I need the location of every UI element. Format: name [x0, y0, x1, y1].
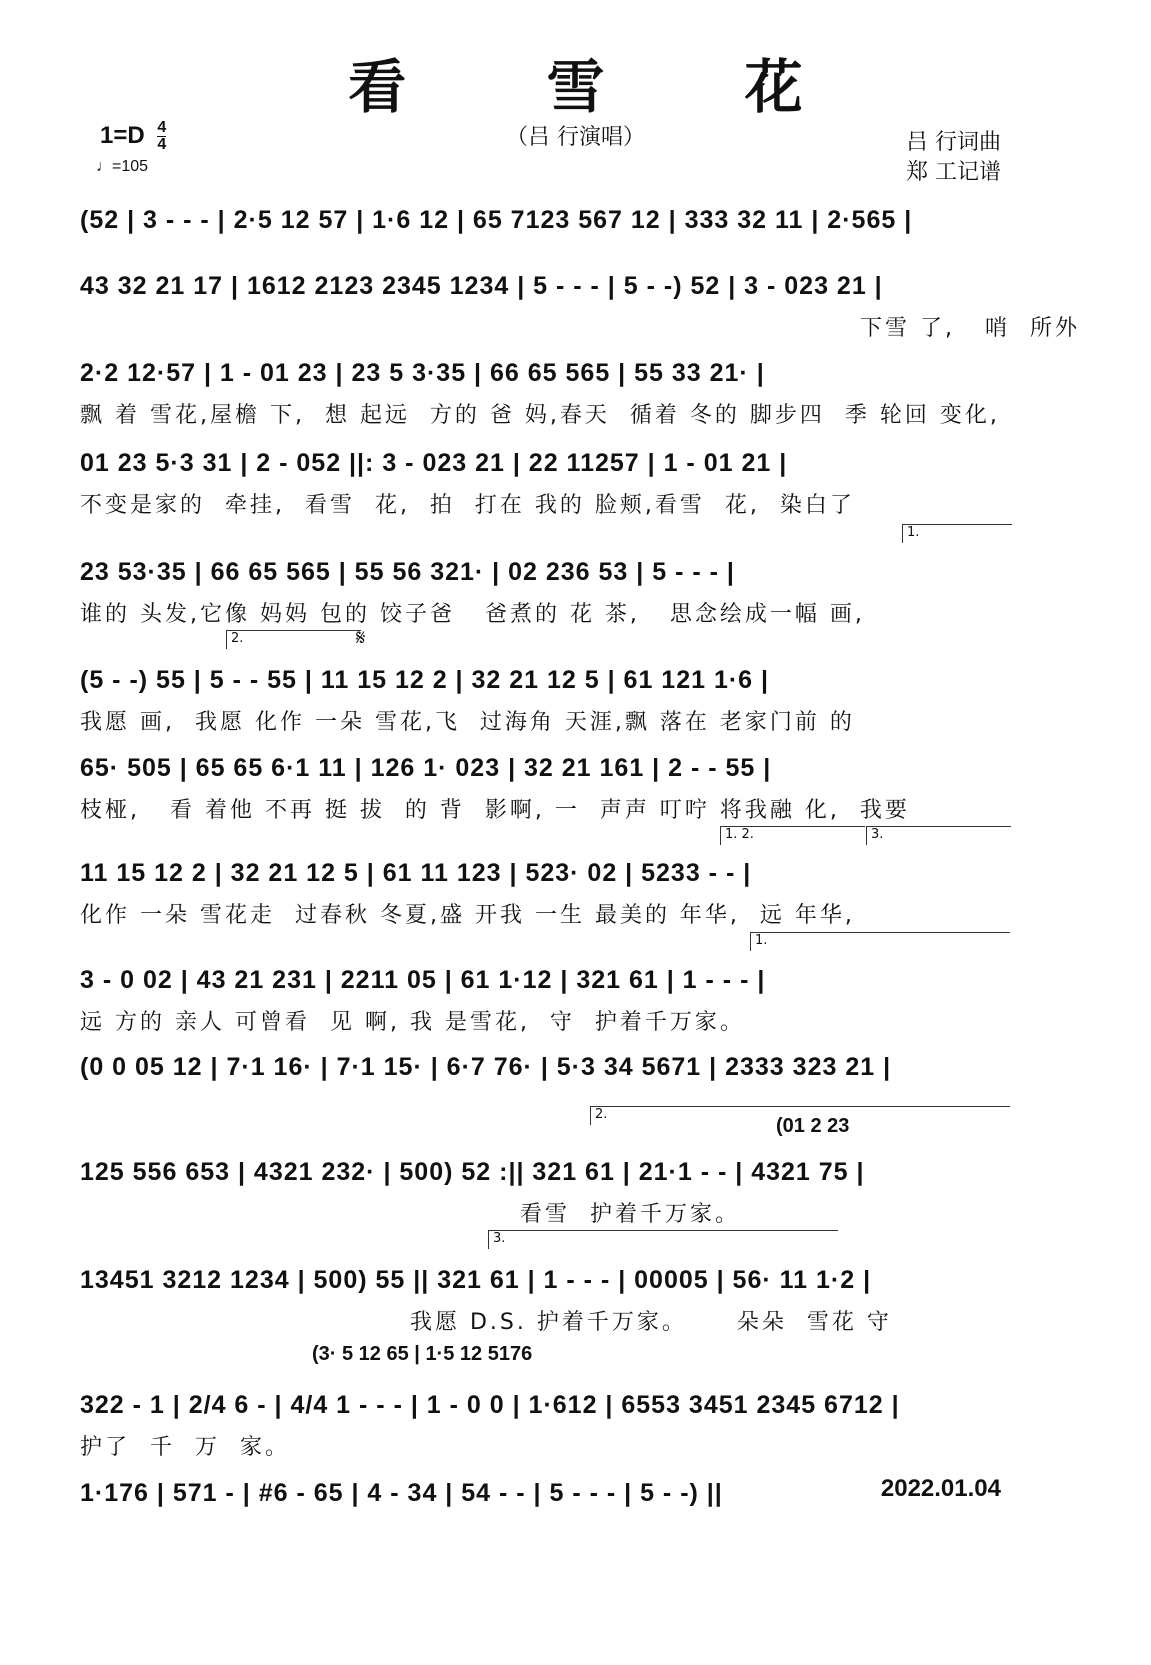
notation-line: 2·2 12·57 | 1 - 01 23 | 23 5 3·35 | 66 65 565 | 55 33 21· |: [80, 358, 765, 387]
notation-line: 23 53·35 | 66 65 565 | 55 56 321· | 02 236 53 | 5 - - - |: [80, 557, 735, 586]
notation-row: [80, 1047, 1080, 1087]
notation-line: 125 556 653 | 4321 232· | 500) 52 :|| 321 61 | 21·1 - - | 4321 75 |: [80, 1157, 865, 1186]
notation-row: [80, 443, 1080, 483]
notation-row: [80, 200, 1080, 240]
volta-3: 3.: [866, 826, 1011, 845]
time-sig-top: 4: [157, 119, 167, 136]
lyric-line: 护了 千 万 家。: [80, 1435, 290, 1460]
notation-line: 11 15 12 2 | 32 21 12 5 | 61 11 123 | 523· 02 | 5233 - - |: [80, 858, 752, 887]
segno-sign: 𝄋: [356, 626, 366, 651]
notation-line: 13451 3212 1234 | 500) 55 || 321 61 | 1 - - - | 00005 | 56· 11 1·2 |: [80, 1265, 872, 1294]
time-sig-bottom: 4: [157, 136, 167, 153]
page-title: 看 雪 花: [348, 53, 863, 121]
notation-line: (0 0 05 12 | 7·1 16· | 7·1 15· | 6·7 76· | 5·3 34 5671 | 2333 323 21 |: [80, 1052, 892, 1081]
notation-line: (52 | 3 - - - | 2·5 12 57 | 1·6 12 | 65 7123 567 12 | 333 32 11 | 2·565 |: [80, 205, 913, 234]
volta-1-2: 1. 2.: [720, 826, 865, 845]
credits: [906, 128, 1001, 188]
notation-line: 322 - 1 | 2/4 6 - | 4/4 1 - - - | 1 - 0 0 | 1·612 | 6553 3451 2345 6712 |: [80, 1390, 900, 1419]
notation-line: 65· 505 | 65 65 6·1 11 | 126 1· 023 | 32 21 161 | 2 - - 55 |: [80, 753, 772, 782]
date: 2022.01.04: [880, 1475, 1001, 1502]
notation-row: [80, 1260, 1080, 1300]
cue-notes-2: (3· 5 12 65 | 1·5 12 5176: [312, 1343, 533, 1365]
volta-2b: 2.: [590, 1106, 1010, 1125]
notation-line: 43 32 21 17 | 1612 2123 2345 1234 | 5 - - - | 5 - -) 52 | 3 - 023 21 |: [80, 271, 883, 300]
notation-line: (5 - -) 55 | 5 - - 55 | 11 15 12 2 | 32 21 12 5 | 61 121 1·6 |: [80, 665, 770, 694]
lyric-line: [80, 1092, 1080, 1122]
transcriber: 郑 工记谱: [906, 160, 1001, 185]
lyric-line: 枝桠, 看 着他 不再 挺 拔 的 背 影啊, 一 声声 叮咛 将我融 化, 我要: [80, 798, 910, 823]
lyric-line: [80, 1518, 1080, 1548]
lyricist-composer: 吕 行词曲: [906, 130, 1001, 155]
notation-row: [80, 853, 1080, 893]
notation-row: [80, 960, 1080, 1000]
notation-row: [80, 660, 1080, 700]
volta-3b: 3.: [488, 1230, 838, 1249]
volta-1: 1.: [902, 524, 1012, 543]
notation-row: [80, 353, 1080, 393]
lyric-line: 我愿 D.S. 护着千万家。 朵朵 雪花 守: [410, 1310, 892, 1335]
notation-row: [80, 1152, 1080, 1192]
volta-1b: 1.: [750, 932, 1010, 951]
lyric-line: 飘 着 雪花,屋檐 下, 想 起远 方的 爸 妈,春天 循着 冬的 脚步四 季 轮回 变化,: [80, 403, 1000, 428]
cue-notes-1: (01 2 23: [776, 1115, 850, 1137]
lyric-line: 看雪 护着千万家。: [520, 1202, 740, 1227]
lyric-line: 远 方的 亲人 可曾看 见 啊, 我 是雪花, 守 护着千万家。: [80, 1010, 745, 1035]
notation-row: [80, 552, 1080, 592]
notation-row: [80, 266, 1080, 306]
lyric-line: 我愿 画, 我愿 化作 一朵 雪花,飞 过海角 天涯,飘 落在 老家门前 的: [80, 710, 855, 735]
key-label: 1=D: [100, 121, 145, 149]
tempo-marking: ♩=105: [96, 158, 149, 175]
notation-line: 01 23 5·3 31 | 2 - 052 ||: 3 - 023 21 | 22 11257 | 1 - 01 21 |: [80, 448, 788, 477]
notation-row: [80, 748, 1080, 788]
notation-row: [80, 1385, 1080, 1425]
lyric-line: 下雪 了, 哨 所外: [860, 316, 1080, 341]
notation-line: 1·176 | 571 - | #6 - 65 | 4 - 34 | 54 - - | 5 - - - | 5 - -) ||: [80, 1478, 723, 1507]
singer-credit: （吕 行演唱）: [506, 125, 645, 150]
notation-line: 3 - 0 02 | 43 21 231 | 2211 05 | 61 1·12 | 321 61 | 1 - - - |: [80, 965, 766, 994]
volta-2: 2.: [226, 630, 361, 649]
lyric-line: 不变是家的 牵挂, 看雪 花, 拍 打在 我的 脸颊,看雪 花, 染白了: [80, 493, 855, 518]
lyric-line: 谁的 头发,它像 妈妈 包的 饺子爸 爸煮的 花 茶, 思念绘成一幅 画,: [80, 602, 865, 627]
lyric-line: 化作 一朵 雪花走 过春秋 冬夏,盛 开我 一生 最美的 年华, 远 年华,: [80, 903, 855, 928]
